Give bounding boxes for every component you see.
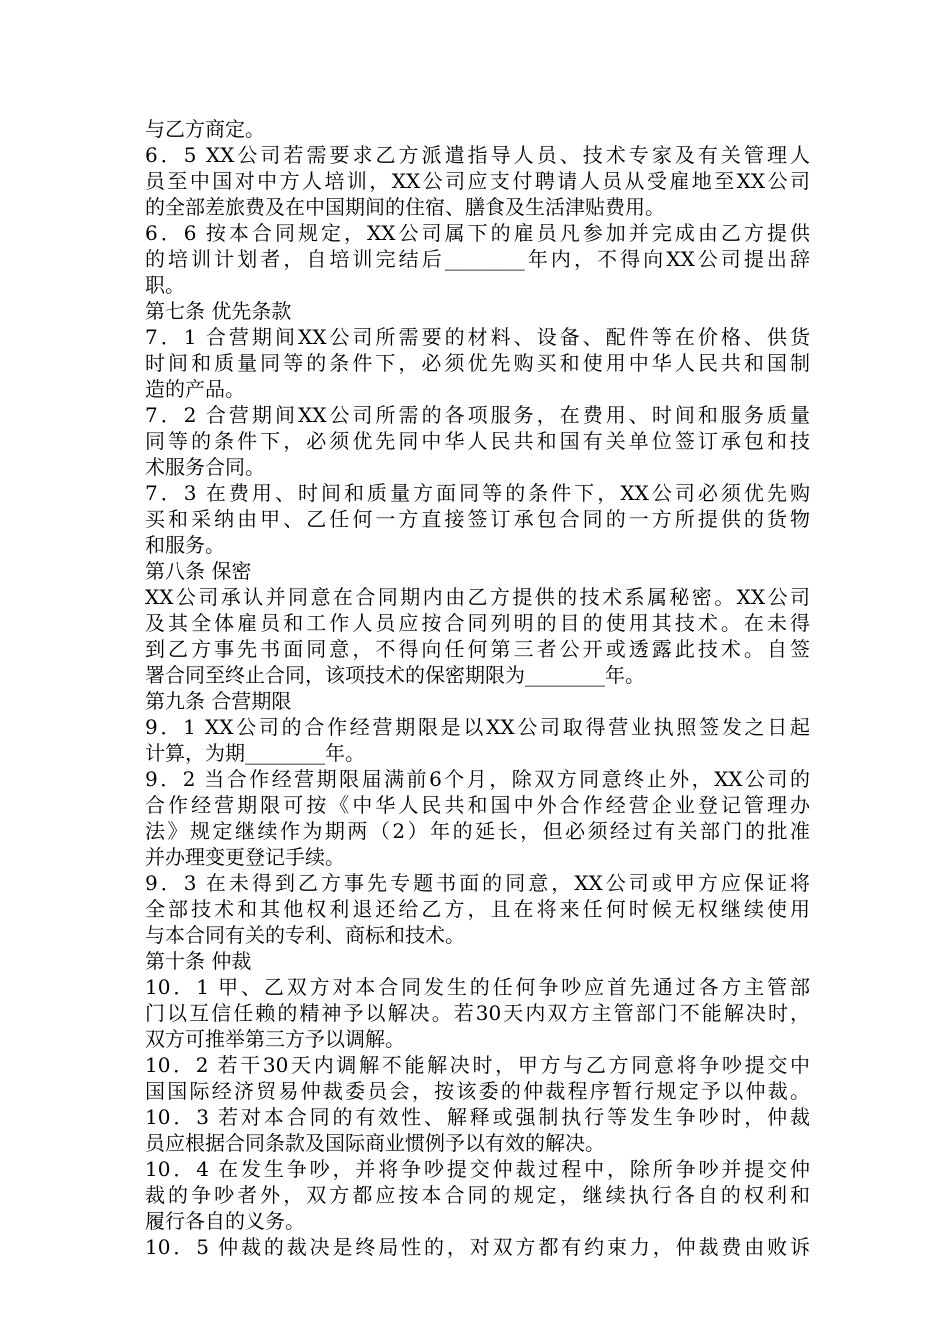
text-line: 时间和质量同等的条件下，必须优先购买和使用中华人民共和国制 [145, 351, 810, 375]
text-line: 10．1 甲、乙双方对本合同发生的任何争吵应首先通过各方主管部 [145, 975, 810, 999]
text-line: 的培训计划者，自培训完结后________年内，不得向XX公司提出辞 [145, 247, 810, 271]
text-line: 第九条 合营期限 [145, 689, 292, 713]
text-line: 7．2 合营期间XX公司所需的各项服务，在费用、时间和服务质量 [145, 403, 810, 427]
text-line: 法》规定继续作为期两（2）年的延长，但必须经过有关部门的批准 [145, 819, 810, 843]
text-line: 同等的条件下，必须优先同中华人民共和国有关单位签订承包和技 [145, 429, 810, 453]
text-line: 10．5 仲裁的裁决是终局性的，对双方都有约束力，仲裁费由败诉 [145, 1235, 810, 1259]
text-line: 买和采纳由甲、乙任何一方直接签订承包合同的一方所提供的货物 [145, 507, 810, 531]
text-line: XX公司承认并同意在合同期内由乙方提供的技术系属秘密。XX公司 [145, 585, 810, 609]
text-line: 裁的争吵者外，双方都应按本合同的规定，继续执行各自的权利和 [145, 1183, 810, 1207]
text-line: 术服务合同。 [145, 455, 265, 479]
text-line: 第十条 仲裁 [145, 949, 252, 973]
text-line: 造的产品。 [145, 377, 245, 401]
document-body [145, 116, 810, 1260]
text-line: 全部技术和其他权利退还给乙方，且在将来任何时候无权继续使用 [145, 897, 810, 921]
text-line: 7．1 合营期间XX公司所需要的材料、设备、配件等在价格、供货 [145, 325, 810, 349]
text-line: 6．6 按本合同规定，XX公司属下的雇员凡参加并完成由乙方提供 [145, 221, 810, 245]
text-line: 与本合同有关的专利、商标和技术。 [145, 923, 465, 947]
text-line: 和服务。 [145, 533, 225, 557]
text-line: 与乙方商定。 [145, 117, 265, 141]
text-line: 并办理变更登记手续。 [145, 845, 345, 869]
text-line: 员应根据合同条款及国际商业惯例予以有效的解决。 [145, 1131, 605, 1155]
text-line: 署合同至终止合同，该项技术的保密期限为________年。 [145, 663, 645, 687]
text-line: 及其全体雇员和工作人员应按合同列明的目的使用其技术。在未得 [145, 611, 810, 635]
text-line: 的全部差旅费及在中国期间的住宿、膳食及生活津贴费用。 [145, 195, 665, 219]
text-line: 第八条 保密 [145, 559, 252, 583]
text-line: 9．1 XX公司的合作经营期限是以XX公司取得营业执照签发之日起 [145, 715, 810, 739]
text-line: 7．3 在费用、时间和质量方面同等的条件下，XX公司必须优先购 [145, 481, 810, 505]
text-line: 10．4 在发生争吵，并将争吵提交仲裁过程中，除所争吵并提交仲 [145, 1157, 810, 1181]
text-line: 第七条 优先条款 [145, 299, 292, 323]
text-line: 职。 [145, 273, 185, 297]
text-line: 10．3 若对本合同的有效性、解释或强制执行等发生争吵时，仲裁 [145, 1105, 810, 1129]
text-line: 履行各自的义务。 [145, 1209, 305, 1233]
text-line: 计算，为期________年。 [145, 741, 365, 765]
text-line: 10．2 若干30天内调解不能解决时，甲方与乙方同意将争吵提交中 [145, 1053, 810, 1077]
text-line: 9．3 在未得到乙方事先专题书面的同意，XX公司或甲方应保证将 [145, 871, 810, 895]
text-line: 门以互信任赖的精神予以解决。若30天内双方主管部门不能解决时， [145, 1001, 810, 1025]
text-line: 9．2 当合作经营期限届满前6个月，除双方同意终止外，XX公司的 [145, 767, 810, 791]
text-line: 双方可推举第三方予以调解。 [145, 1027, 405, 1051]
text-line: 到乙方事先书面同意，不得向任何第三者公开或透露此技术。自签 [145, 637, 810, 661]
text-line: 6．5 XX公司若需要求乙方派遣指导人员、技术专家及有关管理人 [145, 143, 810, 167]
text-line: 国国际经济贸易仲裁委员会，按该委的仲裁程序暂行规定予以仲裁。 [145, 1079, 810, 1103]
text-line: 合作经营期限可按《中华人民共和国中外合作经营企业登记管理办 [145, 793, 810, 817]
text-line: 员至中国对中方人培训，XX公司应支付聘请人员从受雇地至XX公司 [145, 169, 810, 193]
